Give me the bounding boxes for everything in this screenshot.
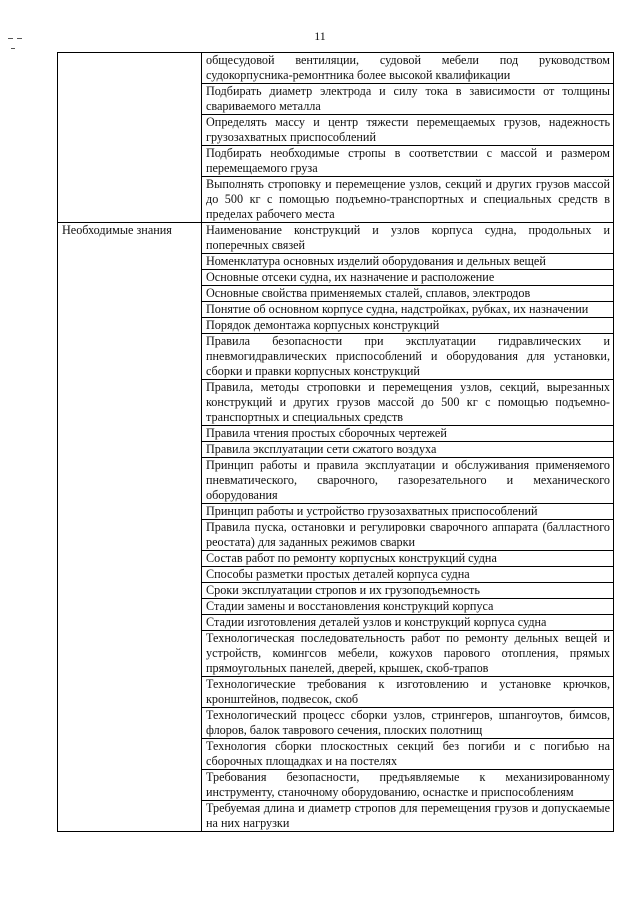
requirement-item: Технология сборки плоскостных секций без погиби и с погибью на сборочных площадках и на постелях [202, 739, 614, 770]
requirement-item: Основные отсеки судна, их назначение и расположение [202, 270, 614, 286]
requirement-item: Наименование конструкций и узлов корпуса судна, продольных и поперечных связей [202, 223, 614, 254]
table-row [58, 53, 614, 84]
requirement-item: Правила эксплуатации сети сжатого воздуха [202, 442, 614, 458]
requirement-item: Порядок демонтажа корпусных конструкций [202, 318, 614, 334]
requirement-item: Правила пуска, остановки и регулировки сварочного аппарата (балластного реостата) для заданных режимов сварки [202, 520, 614, 551]
requirement-item: Способы разметки простых деталей корпуса судна [202, 567, 614, 583]
requirement-item: Подбирать диаметр электрода и силу тока в зависимости от толщины свариваемого металла [202, 84, 614, 115]
requirement-item: Стадии изготовления деталей узлов и конструкций корпуса судна [202, 615, 614, 631]
page-number: 11 [314, 29, 326, 43]
skills-label-cell [58, 53, 202, 223]
requirement-item: Требуемая длина и диаметр стропов для перемещения грузов и допускаемые на них нагрузки [202, 801, 614, 832]
requirement-item: Технологический процесс сборки узлов, стрингеров, шпангоутов, бимсов, флоров, балок таврового сечения, плоских полотнищ [202, 708, 614, 739]
requirement-item: Номенклатура основных изделий оборудования и дельных вещей [202, 254, 614, 270]
requirement-item: Принцип работы и правила эксплуатации и обслуживания применяемого пневматического, сварочного, газорезательного и механического оборудования [202, 458, 614, 504]
knowledge-label-cell: Необходимые знания [58, 223, 202, 832]
requirement-item: Подбирать необходимые стропы в соответствии с массой и размером перемещаемого груза [202, 146, 614, 177]
requirement-item: Определять массу и центр тяжести перемещаемых грузов, надежность грузозахватных приспособлений [202, 115, 614, 146]
requirement-item: Понятие об основном корпусе судна, надстройках, рубках, их назначении [202, 302, 614, 318]
requirement-item: Правила, методы строповки и перемещения узлов, секций, вырезанных конструкций и других грузов массой до 500 кг с помощью подъемно-транспортных и специальных средств [202, 380, 614, 426]
requirement-item: общесудовой вентиляции, судовой мебели под руководством судокорпусника-ремонтника более высокой квалификации [202, 53, 614, 84]
table-body [58, 53, 614, 832]
requirement-item: Состав работ по ремонту корпусных конструкций судна [202, 551, 614, 567]
requirement-item: Технологические требования к изготовлению и установке крючков, кронштейнов, подвесок, скоб [202, 677, 614, 708]
requirement-item: Правила чтения простых сборочных чертежей [202, 426, 614, 442]
requirement-item: Основные свойства применяемых сталей, сплавов, электродов [202, 286, 614, 302]
requirement-item: Выполнять строповку и перемещение узлов, секций и других грузов массой до 500 кг с помощью подъемно-транспортных и специальных средств в пределах рабочего места [202, 177, 614, 223]
requirement-item: Технологическая последовательность работ по ремонту дельных вещей и устройств, комингсов мебели, кожухов парового отопления, прямых прямоугольных панелей, дверей, крышек, скоб-трапов [202, 631, 614, 677]
requirement-item: Принцип работы и устройство грузозахватных приспособлений [202, 504, 614, 520]
requirement-item: Стадии замены и восстановления конструкций корпуса [202, 599, 614, 615]
requirement-item: Правила безопасности при эксплуатации гидравлических и пневмогидравлических приспособлений и оборудования для установки, сборки и правки корпусных конструкций [202, 334, 614, 380]
requirement-item: Сроки эксплуатации стропов и их грузоподъемность [202, 583, 614, 599]
competency-table [57, 52, 614, 832]
table-row [58, 223, 614, 254]
requirement-item: Требования безопасности, предъявляемые к механизированному инструменту, станочному оборудованию, оснастке и приспособлениям [202, 770, 614, 801]
